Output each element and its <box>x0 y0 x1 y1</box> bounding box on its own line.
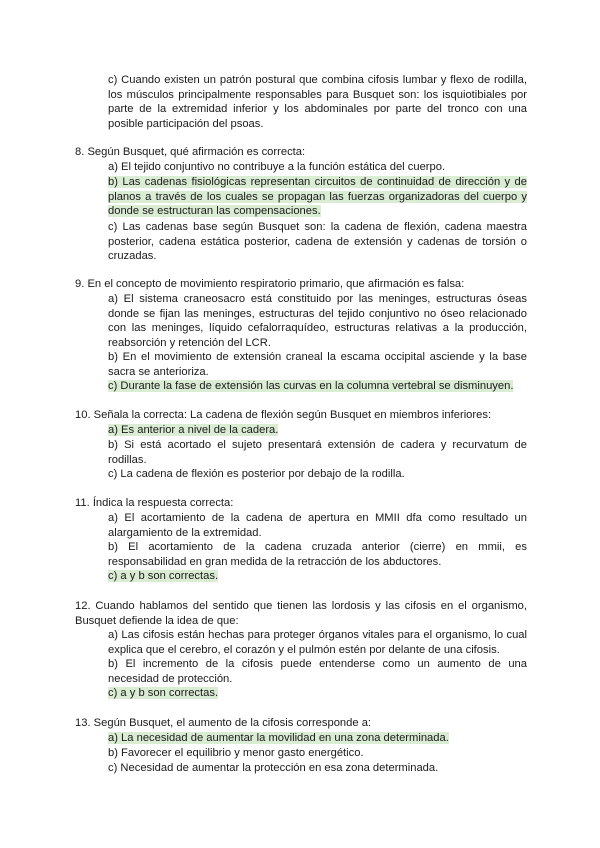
q10-option-b: b) Si está acortado el sujeto presentará extensión de cadera y recurvatum de rodillas. <box>108 439 527 466</box>
q9-option-a: a) El sistema craneosacro está constituido por las meninges, estructuras óseas donde se fijan las meninges, estructuras del tejido conjuntivo no óseo relacionado con las meninges, líquido cefalorraquídeo, estructuras relativas a la producción, reabsorción y retención del LCR. <box>108 293 527 349</box>
q10-option-a-correct: a) Es anterior a nivel de la cadera. <box>108 424 279 436</box>
q13-option-b: b) Favorecer el equilibrio y menor gasto energético. <box>108 747 364 759</box>
q8-option-b-correct: b) Las cadenas fisiológicas representan circuitos de continuidad de dirección y de planos a través de los cuales se propagan las fuerzas organizadoras del cuerpo y donde se estructuran las compensaciones. <box>108 176 527 218</box>
q9-option-c-correct: c) Durante la fase de extensión las curvas en la columna vertebral se disminuyen. <box>108 380 514 392</box>
q12-option-a: a) Las cifosis están hechas para proteger órganos vitales para el organismo, lo cual explica que el cerebro, el corazón y el pulmón estén por delante de una cifosis. <box>108 629 527 656</box>
question-10: 10. Señala la correcta: La cadena de flexión según Busquet en miembros inferiores: <box>75 409 492 421</box>
q11-option-b: b) El acortamiento de la cadena cruzada anterior (cierre) en mmii, es responsabilidad en gran medida de la retracción de los abductores. <box>108 541 527 568</box>
q13-option-a-correct: a) La necesidad de aumentar la movilidad en una zona determinada. <box>108 732 449 744</box>
q11-option-c-correct: c) a y b son correctas. <box>108 570 219 582</box>
q10-option-c: c) La cadena de flexión es posterior por debajo de la rodilla. <box>108 468 405 480</box>
q12-option-c-correct: c) a y b son correctas. <box>108 687 219 699</box>
q9-option-b: b) En el movimiento de extensión craneal la escama occipital asciende y la base sacra se anterioriza. <box>108 351 527 378</box>
q12-option-b: b) El incremento de la cifosis puede entenderse como un aumento de una necesidad de protección. <box>108 658 527 685</box>
q11-option-a: a) El acortamiento de la cadena de apertura en MMII dfa como resultado un alargamiento de la extremidad. <box>108 512 527 539</box>
question-13: 13. Según Busquet, el aumento de la cifosis corresponde a: <box>75 717 372 729</box>
q8-option-c: c) Las cadenas base según Busquet son: la cadena de flexión, cadena maestra posterior, cadena estática posterior, cadena de extensión y cadenas de torsión o cruzadas. <box>108 221 527 263</box>
q8-option-a: a) El tejido conjuntivo no contribuye a la función estática del cuerpo. <box>108 161 446 173</box>
question-8: 8. Según Busquet, qué afirmación es correcta: <box>75 146 306 158</box>
q13-option-c: c) Necesidad de aumentar la protección en esa zona determinada. <box>108 762 439 774</box>
intro-option-c: c) Cuando existen un patrón postural que combina cifosis lumbar y flexo de rodilla, los músculos principalmente responsables para Busquet son: los isquiotibiales por parte de la extremidad inferior y los abdominales por parte del tronco con una posible participación del psoas. <box>108 74 527 130</box>
question-11: 11. Índica la respuesta correcta: <box>75 497 234 509</box>
question-12: 12. Cuando hablamos del sentido que tienen las lordosis y las cifosis en el organismo, Busquet defiende la idea de que: <box>75 600 527 627</box>
question-9: 9. En el concepto de movimiento respiratorio primario, que afirmación es falsa: <box>75 278 465 290</box>
